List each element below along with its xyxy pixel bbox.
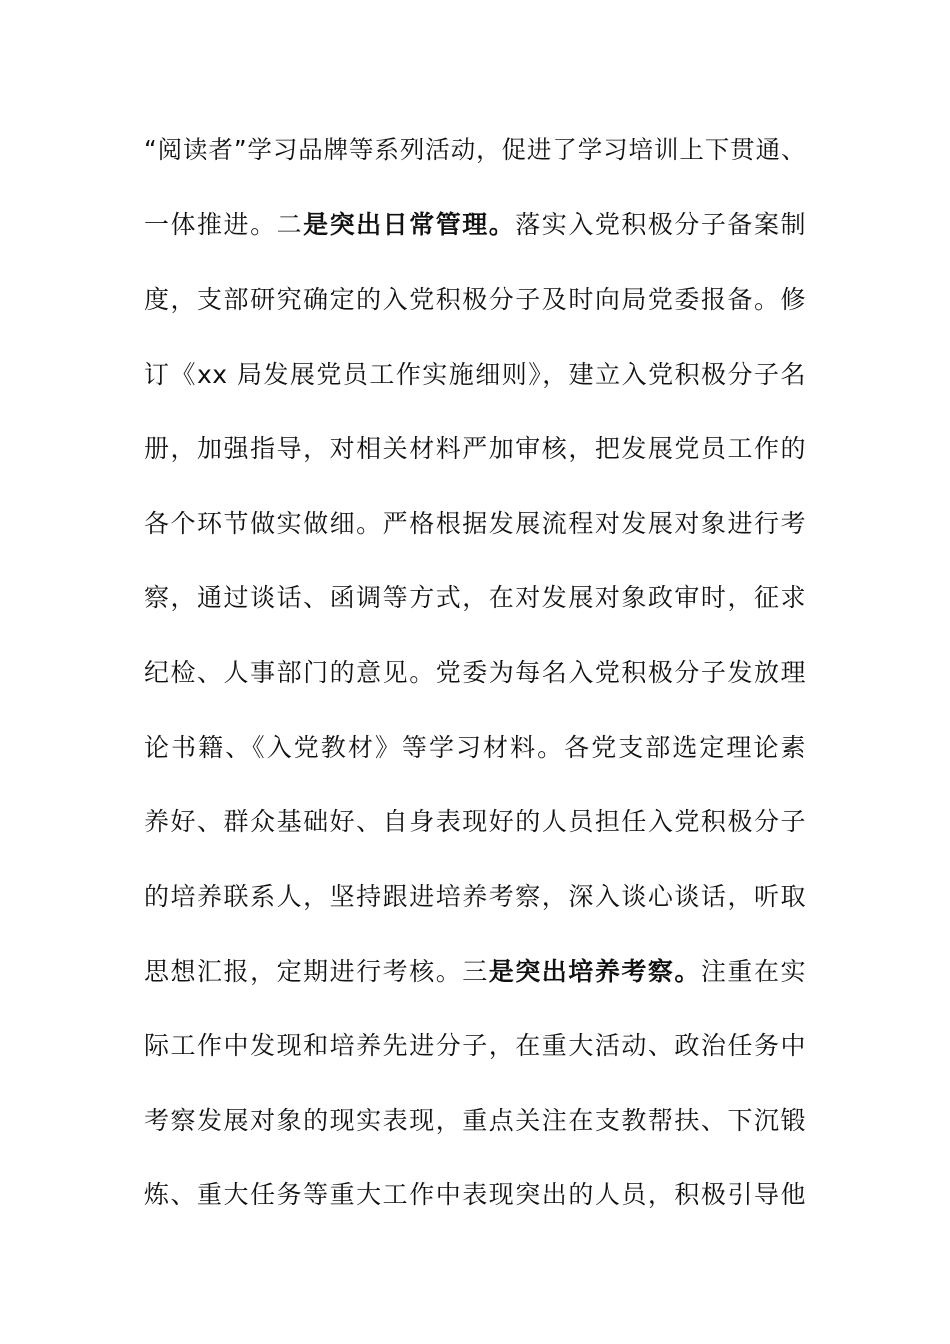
text-line-13 bbox=[144, 1026, 806, 1066]
line-14-text: 考察发展对象的现实表现，重点关注在支教帮扶、下沉锻 bbox=[144, 1106, 806, 1135]
line-5-text: 册，加强指导，对相关材料严加审核，把发展党员工作的 bbox=[144, 434, 806, 463]
text-line-9 bbox=[144, 728, 806, 768]
text-line-7 bbox=[144, 578, 806, 618]
line-11-text: 的培养联系人，坚持跟进培养考察，深入谈心谈话，听取 bbox=[144, 882, 806, 911]
line-12-bold-heading: 是突出培养考察。 bbox=[488, 957, 701, 986]
text-line-1 bbox=[144, 130, 806, 170]
text-line-11 bbox=[144, 877, 806, 917]
line-2-bold-heading: 是突出日常管理。 bbox=[303, 210, 516, 239]
line-12-text-b: 注重在实 bbox=[700, 957, 806, 986]
text-line-4 bbox=[144, 355, 806, 395]
text-line-12 bbox=[144, 952, 806, 992]
line-10-text: 养好、群众基础好、自身表现好的人员担任入党积极分子 bbox=[144, 807, 806, 836]
line-3-text: 度，支部研究确定的入党积极分子及时向局党委报备。修 bbox=[144, 285, 806, 314]
text-line-14 bbox=[144, 1101, 806, 1141]
line-4-text: 订《xx 局发展党员工作实施细则》，建立入党积极分子名 bbox=[144, 360, 806, 389]
line-2-text-b: 落实入党积极分子备案制 bbox=[515, 210, 806, 239]
line-2-text-a: 一体推进。二 bbox=[144, 210, 304, 239]
line-9-text: 论书籍、《入党教材》等学习材料。各党支部选定理论素 bbox=[144, 733, 806, 762]
line-7-text: 察，通过谈话、函调等方式，在对发展对象政审时，征求 bbox=[144, 583, 806, 612]
text-line-5 bbox=[144, 429, 806, 469]
text-line-2 bbox=[144, 205, 806, 245]
text-line-15 bbox=[144, 1175, 806, 1215]
text-line-6 bbox=[144, 504, 806, 544]
line-1-text: “阅读者”学习品牌等系列活动，促进了学习培训上下贯通、 bbox=[144, 135, 806, 164]
text-line-8 bbox=[144, 653, 806, 693]
line-12-text-a: 思想汇报，定期进行考核。三 bbox=[144, 957, 489, 986]
text-line-3 bbox=[144, 280, 806, 320]
line-6-text: 各个环节做实做细。严格根据发展流程对发展对象进行考 bbox=[144, 509, 806, 538]
line-13-text: 际工作中发现和培养先进分子，在重大活动、政治任务中 bbox=[144, 1031, 806, 1060]
line-8-text: 纪检、人事部门的意见。党委为每名入党积极分子发放理 bbox=[144, 658, 806, 687]
text-line-10 bbox=[144, 802, 806, 842]
line-15-text: 炼、重大任务等重大工作中表现突出的人员，积极引导他 bbox=[144, 1180, 806, 1209]
